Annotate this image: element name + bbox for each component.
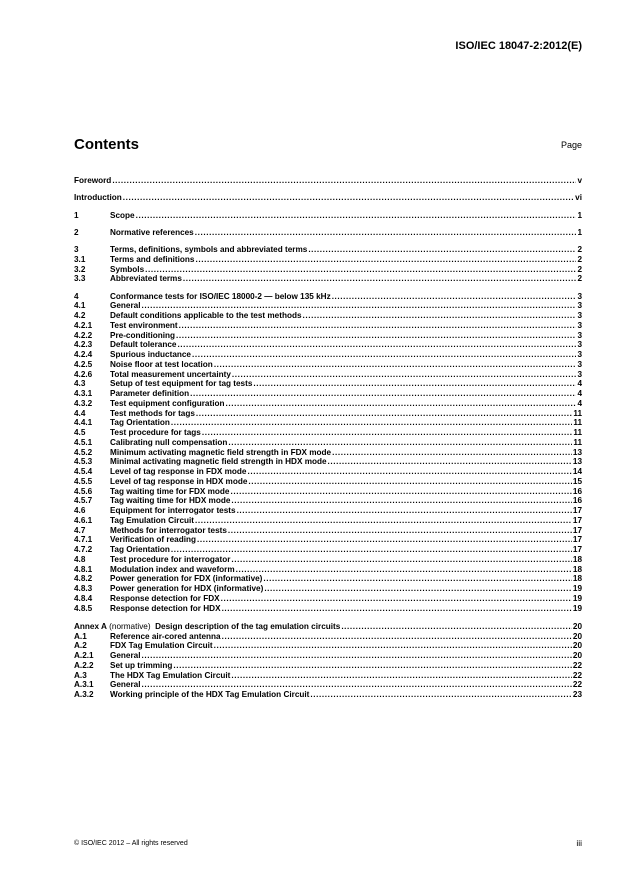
dot-leader <box>142 651 572 661</box>
toc-entry[interactable] <box>74 545 582 555</box>
toc-entry-page: vi <box>575 193 582 203</box>
toc-entry-title: The HDX Tag Emulation Circuit <box>110 670 231 680</box>
dot-leader <box>179 321 577 331</box>
dot-leader <box>145 265 576 275</box>
toc-entry-number: A.3 <box>74 670 87 680</box>
toc-entry-page: 3 <box>577 320 582 330</box>
document-id: ISO/IEC 18047-2:2012(E) <box>455 40 582 52</box>
dot-leader <box>264 584 572 594</box>
toc-entry-page: 4 <box>577 389 582 398</box>
toc-entry-page: 1 <box>577 210 582 220</box>
toc-entry-page: 23 <box>572 690 582 699</box>
toc-entry[interactable] <box>74 211 582 221</box>
dot-leader <box>177 340 576 350</box>
toc-entry-title: Equipment for interrogator tests <box>110 506 236 515</box>
toc-entry-number: 4.4 <box>74 408 86 418</box>
toc-entry-title: Normative references <box>110 227 194 237</box>
toc-entry-number: 4.5.6 <box>74 486 93 496</box>
dot-leader <box>248 477 571 487</box>
toc-entry-title: Level of tag response in FDX mode <box>110 467 247 476</box>
toc-entry-number: A.2.2 <box>74 660 94 670</box>
toc-entry-title: Test equipment configuration <box>110 398 225 408</box>
toc-entry-page: 22 <box>572 680 582 690</box>
toc-entry[interactable] <box>74 301 582 311</box>
toc-entry-title: FDX Tag Emulation Circuit <box>110 641 213 651</box>
dot-leader <box>237 506 572 516</box>
toc-entry-title: Noise floor at test location <box>110 359 213 369</box>
toc-entry-page: 15 <box>572 476 582 486</box>
toc-entry[interactable] <box>74 651 582 661</box>
toc-entry-number: 2 <box>74 227 79 237</box>
toc-entry-title: Verification of reading <box>110 535 196 545</box>
dot-leader <box>136 211 577 221</box>
toc-entry-page: 19 <box>572 603 582 613</box>
dot-leader <box>230 487 571 497</box>
toc-entry-number: 4.3 <box>74 379 86 389</box>
toc-entry[interactable] <box>74 265 582 275</box>
dot-leader <box>123 193 574 203</box>
toc-entry-page: 11 <box>573 418 582 428</box>
dot-leader <box>196 409 572 419</box>
toc-entry[interactable] <box>74 379 582 389</box>
toc-entry-number: 4.5.1 <box>74 437 93 447</box>
dot-leader <box>183 274 577 284</box>
toc-entry-number: 4.5 <box>74 428 86 437</box>
toc-entry[interactable] <box>74 671 582 681</box>
toc-entry[interactable] <box>74 496 582 506</box>
toc-entry[interactable] <box>74 274 582 284</box>
toc-entry[interactable] <box>74 370 582 380</box>
toc-entry-number: 4.1 <box>74 301 86 311</box>
dot-leader <box>332 448 572 458</box>
toc-entry[interactable] <box>74 448 582 458</box>
toc-entry-title: Set up trimming <box>110 660 173 670</box>
toc-entry-page: 3 <box>577 301 582 311</box>
dot-leader <box>142 680 572 690</box>
toc-entry-number: 4.5.2 <box>74 447 93 457</box>
toc-entry-number: 1 <box>74 210 79 220</box>
toc-entry-title: Setup of test equipment for tag tests <box>110 379 253 389</box>
toc-entry[interactable] <box>74 516 582 526</box>
toc-entry[interactable] <box>74 526 582 536</box>
toc-entry-page: 16 <box>572 496 582 506</box>
toc-entry[interactable] <box>74 604 582 614</box>
toc-entry-number: 4.8.3 <box>74 584 93 593</box>
toc-entry[interactable] <box>74 350 582 360</box>
dot-leader <box>192 350 576 360</box>
toc-entry-page: 18 <box>572 564 582 574</box>
toc-entry-page: 2 <box>577 274 582 284</box>
dot-leader <box>173 661 572 671</box>
toc-entry[interactable] <box>74 680 582 690</box>
dot-leader <box>214 360 577 370</box>
toc-entry-page: 19 <box>572 584 582 593</box>
dot-leader <box>214 641 572 651</box>
toc-entry-title: Modulation index and waveform <box>110 564 235 574</box>
toc-entry-number: 4.6 <box>74 506 86 515</box>
toc-entry-title: Abbreviated terms <box>110 274 182 284</box>
toc-entry-page: 4 <box>577 379 582 389</box>
toc-entry-number: 4.2 <box>74 311 86 320</box>
copyright-notice: © ISO/IEC 2012 – All rights reserved <box>74 840 188 847</box>
dot-leader <box>195 516 572 526</box>
toc-entry-title: General <box>110 651 141 660</box>
toc-entry-number: 4.7 <box>74 525 86 535</box>
dot-leader <box>308 245 576 255</box>
toc-entry-page: 1 <box>577 227 582 237</box>
toc-entry[interactable] <box>74 193 582 203</box>
dot-leader <box>171 545 572 555</box>
toc-entry-title: Working principle of the HDX Tag Emulation Circuit <box>110 690 310 699</box>
toc-entry[interactable] <box>74 340 582 350</box>
toc-entry-title: Default tolerance <box>110 340 177 350</box>
toc-entry-title: Test procedure for tags <box>110 428 201 437</box>
toc-entry-number: 4.7.2 <box>74 545 93 554</box>
toc-entry-number: 4.2.1 <box>74 320 93 330</box>
toc-entry-page: 2 <box>577 254 582 264</box>
toc-entry-page: 2 <box>577 245 582 254</box>
toc-entry[interactable] <box>74 228 582 238</box>
toc-entry-title: Symbols <box>110 264 145 274</box>
toc-entry-number: 4.8.1 <box>74 564 93 574</box>
toc-entry[interactable] <box>74 555 582 565</box>
dot-leader <box>263 574 571 584</box>
toc-entry[interactable] <box>74 399 582 409</box>
toc-entry-page: 3 <box>577 369 582 379</box>
toc-entry-page: 3 <box>577 359 582 369</box>
dot-leader <box>248 467 572 477</box>
dot-leader <box>232 370 577 380</box>
dot-leader <box>310 690 572 700</box>
toc-entry-number: 3 <box>74 245 79 254</box>
toc-entry[interactable] <box>74 641 582 651</box>
toc-entry-title: General <box>110 301 141 311</box>
toc-entry-page: 17 <box>572 515 582 525</box>
dot-leader <box>202 428 573 438</box>
toc-entry-page: 20 <box>572 621 582 631</box>
toc-entry[interactable] <box>74 255 582 265</box>
toc-entry-title: Total measurement uncertainty <box>110 369 231 379</box>
toc-entry[interactable] <box>74 176 582 186</box>
toc-entry-page: 3 <box>577 311 582 320</box>
toc-entry-number: 4.2.6 <box>74 369 93 379</box>
toc-entry-number: 4.3.2 <box>74 398 93 408</box>
dot-leader <box>190 389 576 399</box>
toc-entry-number: A.2.1 <box>74 651 94 660</box>
toc-entry[interactable] <box>74 487 582 497</box>
table-of-contents <box>74 176 582 700</box>
dot-leader <box>332 292 577 302</box>
toc-entry-number: 4.2.2 <box>74 330 93 340</box>
toc-entry-number: 4.8.4 <box>74 593 93 603</box>
toc-entry-number: 4.8.5 <box>74 603 93 613</box>
dot-leader <box>195 255 576 265</box>
dot-leader <box>328 457 572 467</box>
toc-entry-title: Level of tag response in HDX mode <box>110 476 248 486</box>
toc-entry-page: 14 <box>572 467 582 476</box>
dot-leader <box>222 604 572 614</box>
toc-entry[interactable] <box>74 574 582 584</box>
toc-entry-number: 4.2.3 <box>74 340 93 350</box>
dot-leader <box>176 331 576 341</box>
page-column-label: Page <box>560 140 582 150</box>
toc-entry-number: A.3.1 <box>74 680 94 690</box>
toc-entry-title: Calibrating null compensation <box>110 437 228 447</box>
toc-entry-page: 18 <box>572 574 582 584</box>
toc-entry-title: Response detection for FDX <box>110 593 220 603</box>
toc-entry-page: 16 <box>572 486 582 496</box>
toc-entry-page: 17 <box>572 545 582 554</box>
toc-entry-page: 11 <box>573 428 582 437</box>
toc-entry[interactable] <box>74 661 582 671</box>
toc-entry-page: 17 <box>572 535 582 545</box>
toc-entry-title: Parameter definition <box>110 389 190 398</box>
toc-entry-page: 11 <box>573 437 582 447</box>
toc-entry-title: Terms and definitions <box>110 254 195 264</box>
toc-entry[interactable] <box>74 360 582 370</box>
dot-leader <box>231 496 571 506</box>
toc-entry-number: 4.7.1 <box>74 535 93 545</box>
toc-entry-page: 22 <box>572 660 582 670</box>
dot-leader <box>142 301 577 311</box>
toc-entry-title: Tag waiting time for FDX mode <box>110 486 230 496</box>
toc-entry-title: Default conditions applicable to the test methods <box>110 311 302 320</box>
toc-entry-page: 3 <box>577 350 582 359</box>
toc-entry[interactable] <box>74 428 582 438</box>
toc-entry-title: Scope <box>110 210 135 220</box>
toc-entry-page: 22 <box>572 670 582 680</box>
toc-entry[interactable] <box>74 438 582 448</box>
toc-entry[interactable] <box>74 292 582 302</box>
toc-entry-number: 4.5.4 <box>74 467 93 476</box>
toc-entry[interactable] <box>74 418 582 428</box>
toc-entry[interactable] <box>74 506 582 516</box>
toc-entry-title: Tag Orientation <box>110 545 170 554</box>
toc-entry-number: 4.6.1 <box>74 515 93 525</box>
toc-entry-page: 3 <box>577 340 582 350</box>
page-number: iii <box>576 838 582 848</box>
toc-entry-page: v <box>577 176 582 185</box>
toc-entry-page: 20 <box>572 641 582 651</box>
toc-entry[interactable] <box>74 632 582 642</box>
toc-entry[interactable] <box>74 584 582 594</box>
toc-entry-number: 4.8 <box>74 554 86 564</box>
toc-entry-page: 20 <box>572 651 582 660</box>
toc-entry[interactable] <box>74 594 582 604</box>
toc-entry-title: Methods for interrogator tests <box>110 525 227 535</box>
dot-leader <box>171 418 572 428</box>
toc-entry-title: Conformance tests for ISO/IEC 18000-2 — below 135 kHz <box>110 291 331 301</box>
toc-entry-page: 11 <box>573 408 582 418</box>
toc-entry-title: Foreword <box>74 176 112 185</box>
toc-entry-number: 4.2.5 <box>74 359 93 369</box>
toc-entry-title: Tag Orientation <box>110 418 170 428</box>
toc-entry-title: Introduction <box>74 193 122 203</box>
toc-entry-number: 3.3 <box>74 274 86 284</box>
toc-entry[interactable] <box>74 467 582 477</box>
dot-leader <box>231 555 571 565</box>
toc-entry-page: 4 <box>577 398 582 408</box>
toc-entry-page: 3 <box>577 330 582 340</box>
dot-leader <box>228 526 572 536</box>
toc-entry-title-part: Design description of the tag emulation circuits <box>150 621 341 631</box>
dot-leader <box>231 671 571 681</box>
toc-entry[interactable] <box>74 409 582 419</box>
toc-entry-title: Test procedure for interrogator <box>110 554 231 564</box>
toc-entry[interactable] <box>74 311 582 321</box>
toc-entry-number: 4 <box>74 291 79 301</box>
toc-entry-title: Power generation for HDX (informative) <box>110 584 264 593</box>
dot-leader <box>236 565 572 575</box>
toc-entry-page: 20 <box>572 631 582 641</box>
toc-entry-title-qualifier: (normative) <box>106 621 151 631</box>
page-title: Contents <box>74 136 139 153</box>
toc-entry-title: Power generation for FDX (informative) <box>110 574 263 584</box>
dot-leader <box>253 379 576 389</box>
toc-entry-number: 4.4.1 <box>74 418 93 428</box>
toc-entry-title: Terms, definitions, symbols and abbreviated terms <box>110 245 308 254</box>
toc-entry-page: 18 <box>572 554 582 564</box>
toc-entry[interactable] <box>74 565 582 575</box>
toc-entry-title: Tag waiting time for HDX mode <box>110 496 231 506</box>
dot-leader <box>341 622 572 632</box>
toc-entry[interactable] <box>74 535 582 545</box>
toc-entry[interactable] <box>74 477 582 487</box>
dot-leader <box>303 311 577 321</box>
toc-entry-page: 2 <box>577 264 582 274</box>
toc-entry[interactable] <box>74 331 582 341</box>
dot-leader <box>112 176 576 186</box>
toc-entry-page: 17 <box>572 506 582 515</box>
dot-leader <box>197 535 572 545</box>
toc-entry-title: Test environment <box>110 320 178 330</box>
toc-entry-page: 13 <box>572 457 582 467</box>
toc-entry[interactable] <box>74 321 582 331</box>
toc-entry-number: A.2 <box>74 641 87 651</box>
toc-entry-page: 17 <box>572 525 582 535</box>
toc-entry-number: 4.5.7 <box>74 496 93 506</box>
toc-entry-title: Reference air-cored antenna <box>110 631 221 641</box>
dot-leader <box>222 632 572 642</box>
toc-entry-number: 3.1 <box>74 254 86 264</box>
toc-entry-page: 3 <box>577 291 582 301</box>
dot-leader <box>228 438 572 448</box>
dot-leader <box>225 399 576 409</box>
toc-entry-title: Minimum activating magnetic field strength in FDX mode <box>110 447 332 457</box>
toc-entry-page: 13 <box>572 447 582 457</box>
dot-leader <box>221 594 572 604</box>
toc-entry-number: 4.2.4 <box>74 350 93 359</box>
toc-entry-number: A.1 <box>74 631 87 641</box>
toc-entry-number: 4.5.3 <box>74 457 93 467</box>
toc-entry-number: 4.3.1 <box>74 389 93 398</box>
toc-entry-page: 19 <box>572 593 582 603</box>
toc-entry[interactable] <box>74 245 582 255</box>
toc-entry-title: Pre-conditioning <box>110 330 176 340</box>
toc-entry-title: Spurious inductance <box>110 350 191 359</box>
toc-entry[interactable] <box>74 690 582 700</box>
dot-leader <box>195 228 577 238</box>
toc-entry-number: 4.8.2 <box>74 574 93 584</box>
toc-entry-title <box>74 622 340 632</box>
toc-entry[interactable] <box>74 622 582 632</box>
toc-entry-number: A.3.2 <box>74 690 94 699</box>
toc-entry[interactable] <box>74 389 582 399</box>
toc-entry[interactable] <box>74 457 582 467</box>
toc-entry-title: Minimal activating magnetic field strength in HDX mode <box>110 457 327 467</box>
toc-entry-number: 4.5.5 <box>74 476 93 486</box>
toc-entry-title: Test methods for tags <box>110 408 195 418</box>
toc-entry-title-part: Annex A <box>74 621 107 631</box>
toc-entry-title: General <box>110 680 141 690</box>
toc-entry-title: Response detection for HDX <box>110 603 221 613</box>
toc-entry-title: Tag Emulation Circuit <box>110 515 195 525</box>
toc-entry-number: 3.2 <box>74 264 86 274</box>
